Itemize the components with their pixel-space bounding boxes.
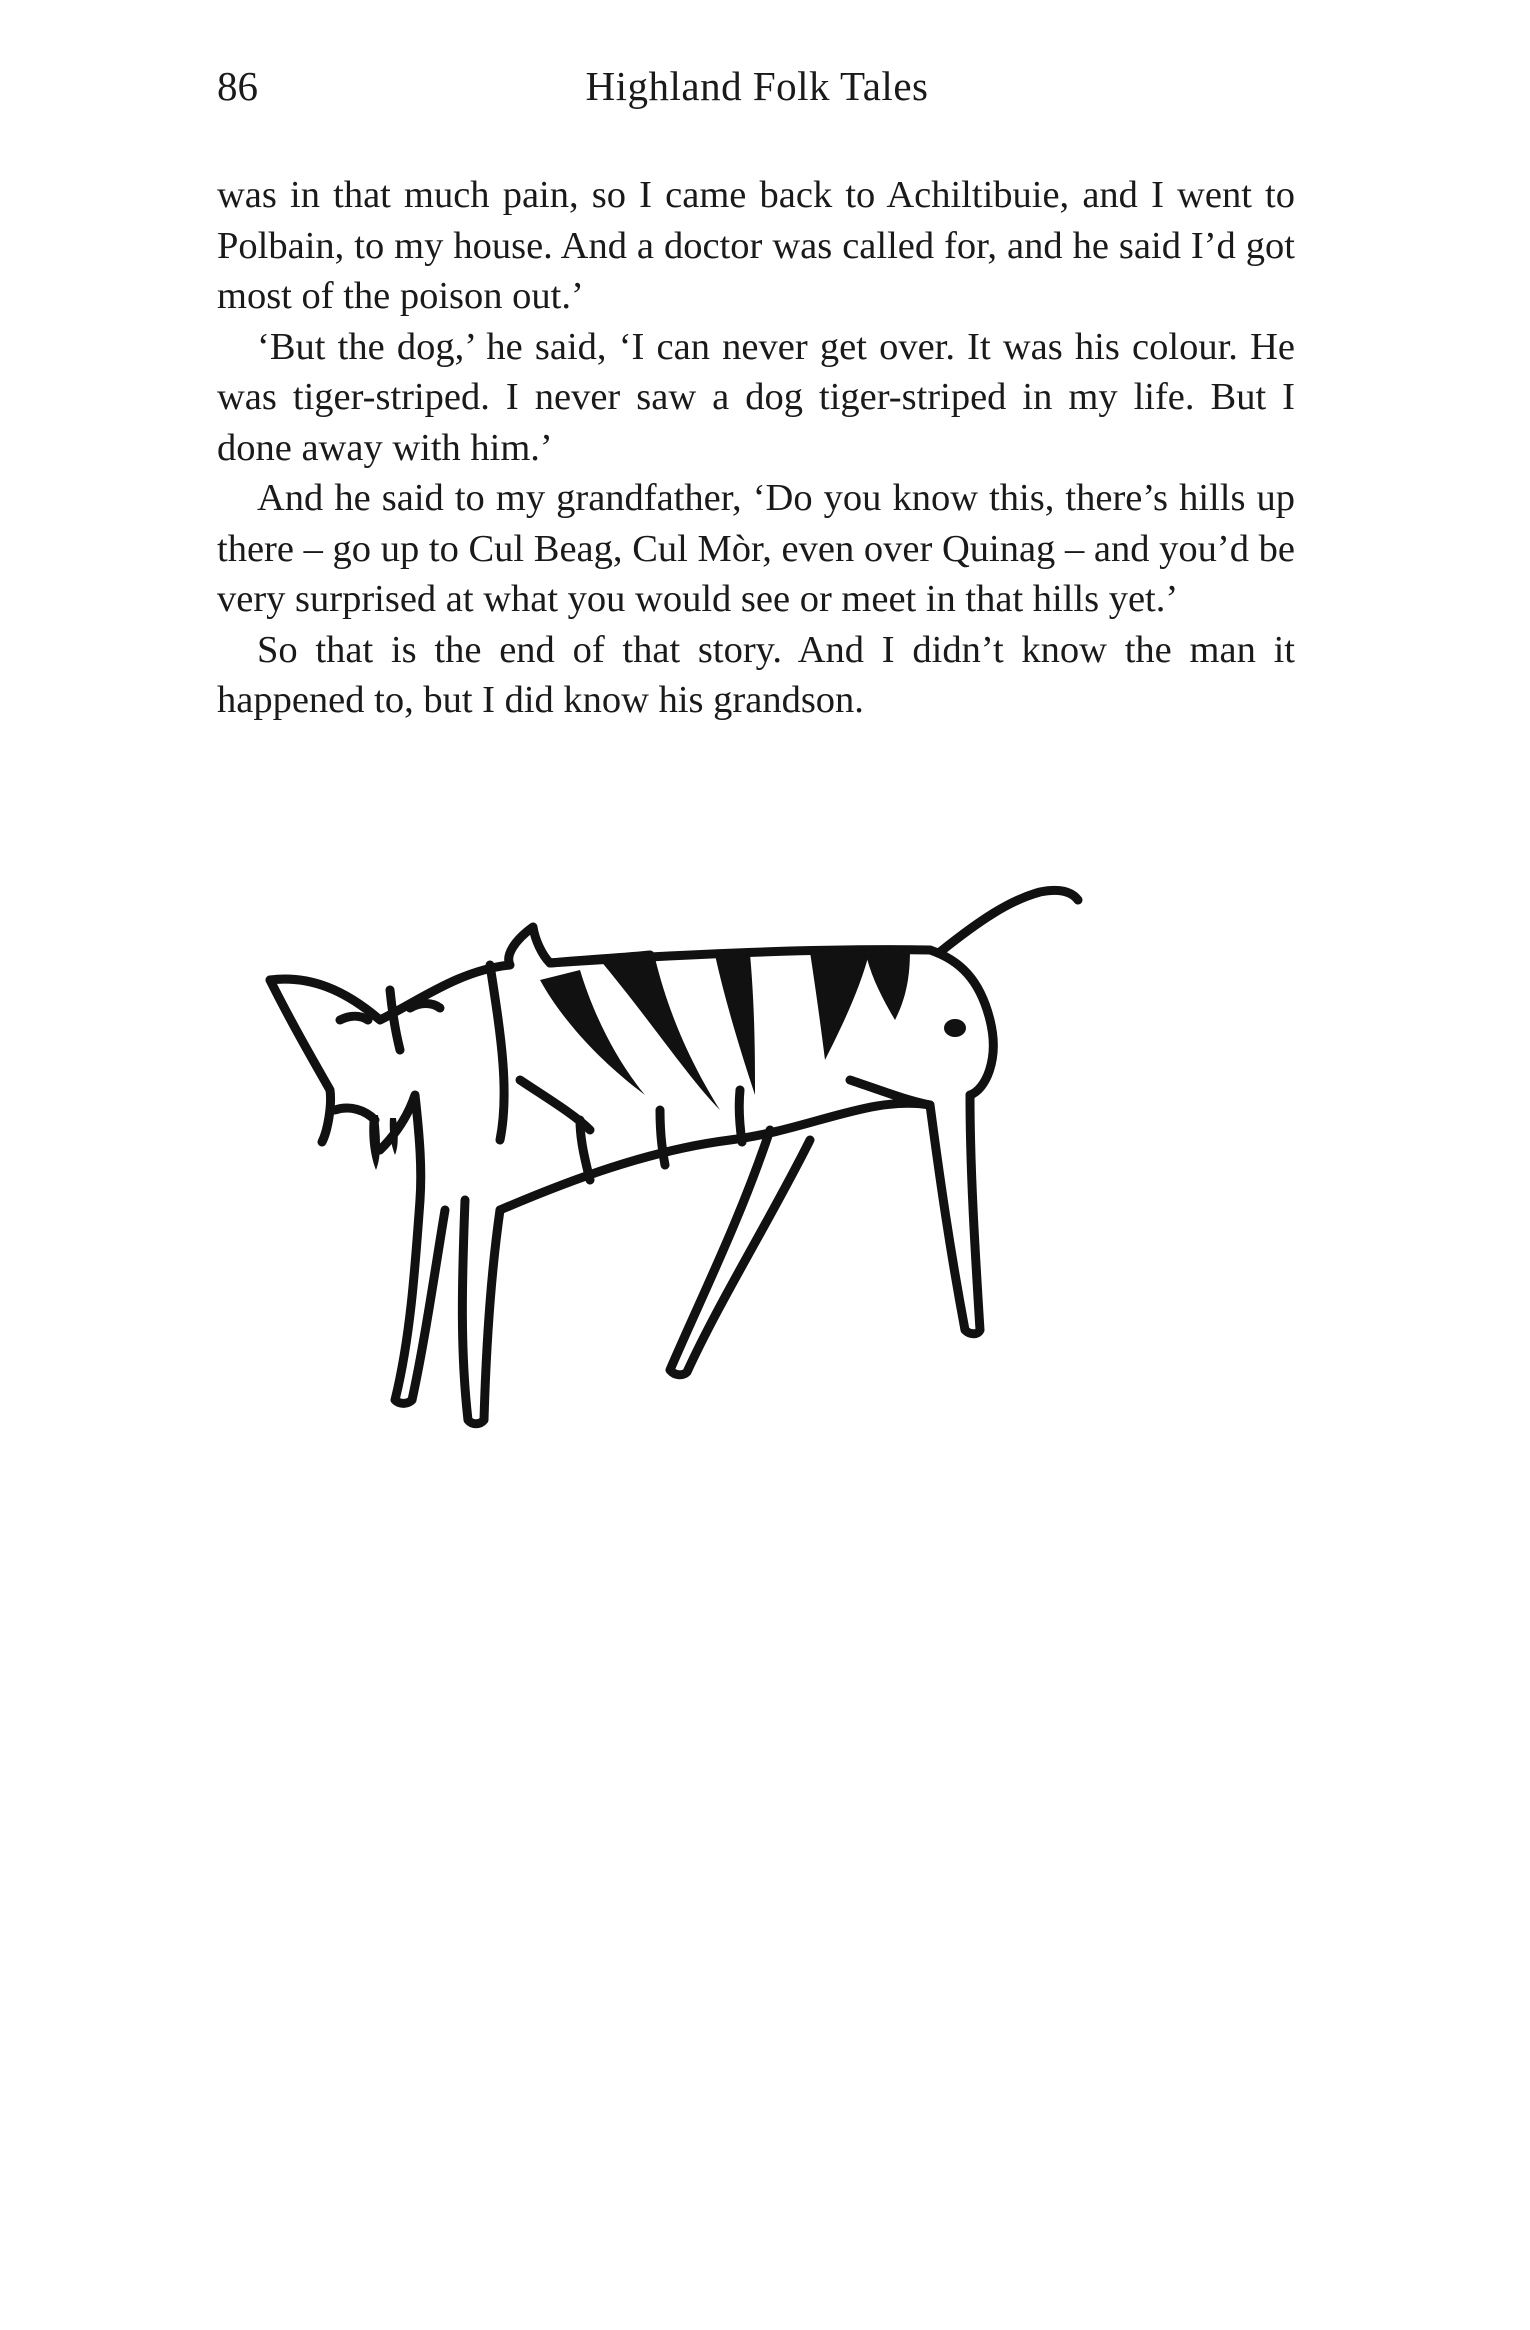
dog-chin-line bbox=[380, 1095, 421, 1200]
dog-neck-line bbox=[490, 965, 504, 1140]
book-title: Highland Folk Tales bbox=[585, 63, 929, 109]
running-head bbox=[217, 56, 1297, 116]
dog-hind-leg-right bbox=[930, 1095, 980, 1334]
dog-front-leg-left bbox=[395, 1200, 445, 1403]
paragraph-continuation: was in that much pain, so I came back to Achiltibuie, and I went to Polbain, to my house. And a doctor was called for, and he said I’d got most of the poison out.’ bbox=[217, 174, 1295, 317]
dog-head-outline bbox=[270, 927, 650, 1020]
dog-hind-leg-left bbox=[670, 1130, 810, 1375]
dog-shoulder-line bbox=[520, 1080, 590, 1130]
body-text bbox=[217, 170, 1295, 726]
dog-stripe-3 bbox=[810, 950, 870, 1060]
dog-mouth bbox=[335, 1108, 375, 1120]
dog-eye-left bbox=[340, 1016, 368, 1020]
dog-face-line bbox=[270, 980, 331, 1142]
dog-eye-right bbox=[410, 1004, 440, 1009]
paragraph-grandfather-hills: And he said to my grandfather, ‘Do you know this, there’s hills up there – go up to Cul Beag, Cul Mòr, even over Quinag – and you’d be very surprised at what you would see or meet in that hills yet.’ bbox=[217, 477, 1295, 620]
dog-stripe-4 bbox=[865, 950, 910, 1020]
dog-spot bbox=[944, 1019, 966, 1037]
dog-tail bbox=[940, 890, 1078, 952]
tiger-striped-dog-illustration bbox=[250, 880, 1270, 1520]
dog-belly-stripe-3 bbox=[739, 1090, 742, 1142]
dog-outline bbox=[270, 890, 1078, 1423]
dog-nose-line bbox=[390, 990, 400, 1050]
dog-belly-stripe-2 bbox=[660, 1110, 665, 1165]
paragraph-dog-colour: ‘But the dog,’ he said, ‘I can never get over. It was his colour. He was tiger-striped. I never saw a dog tiger-striped in my life. But I done away with him.’ bbox=[217, 325, 1295, 469]
dog-stripe-2 bbox=[715, 954, 755, 1095]
page-number: 86 bbox=[217, 63, 258, 109]
dog-stripe-1 bbox=[600, 958, 720, 1110]
dog-front-leg-right bbox=[462, 1200, 500, 1424]
dog-belly-line bbox=[500, 1103, 930, 1210]
dog-drawing-svg bbox=[250, 880, 1270, 1520]
paragraph-story-end: So that is the end of that story. And I didn’t know the man it happened to, but I did know his grandson. bbox=[217, 628, 1295, 721]
